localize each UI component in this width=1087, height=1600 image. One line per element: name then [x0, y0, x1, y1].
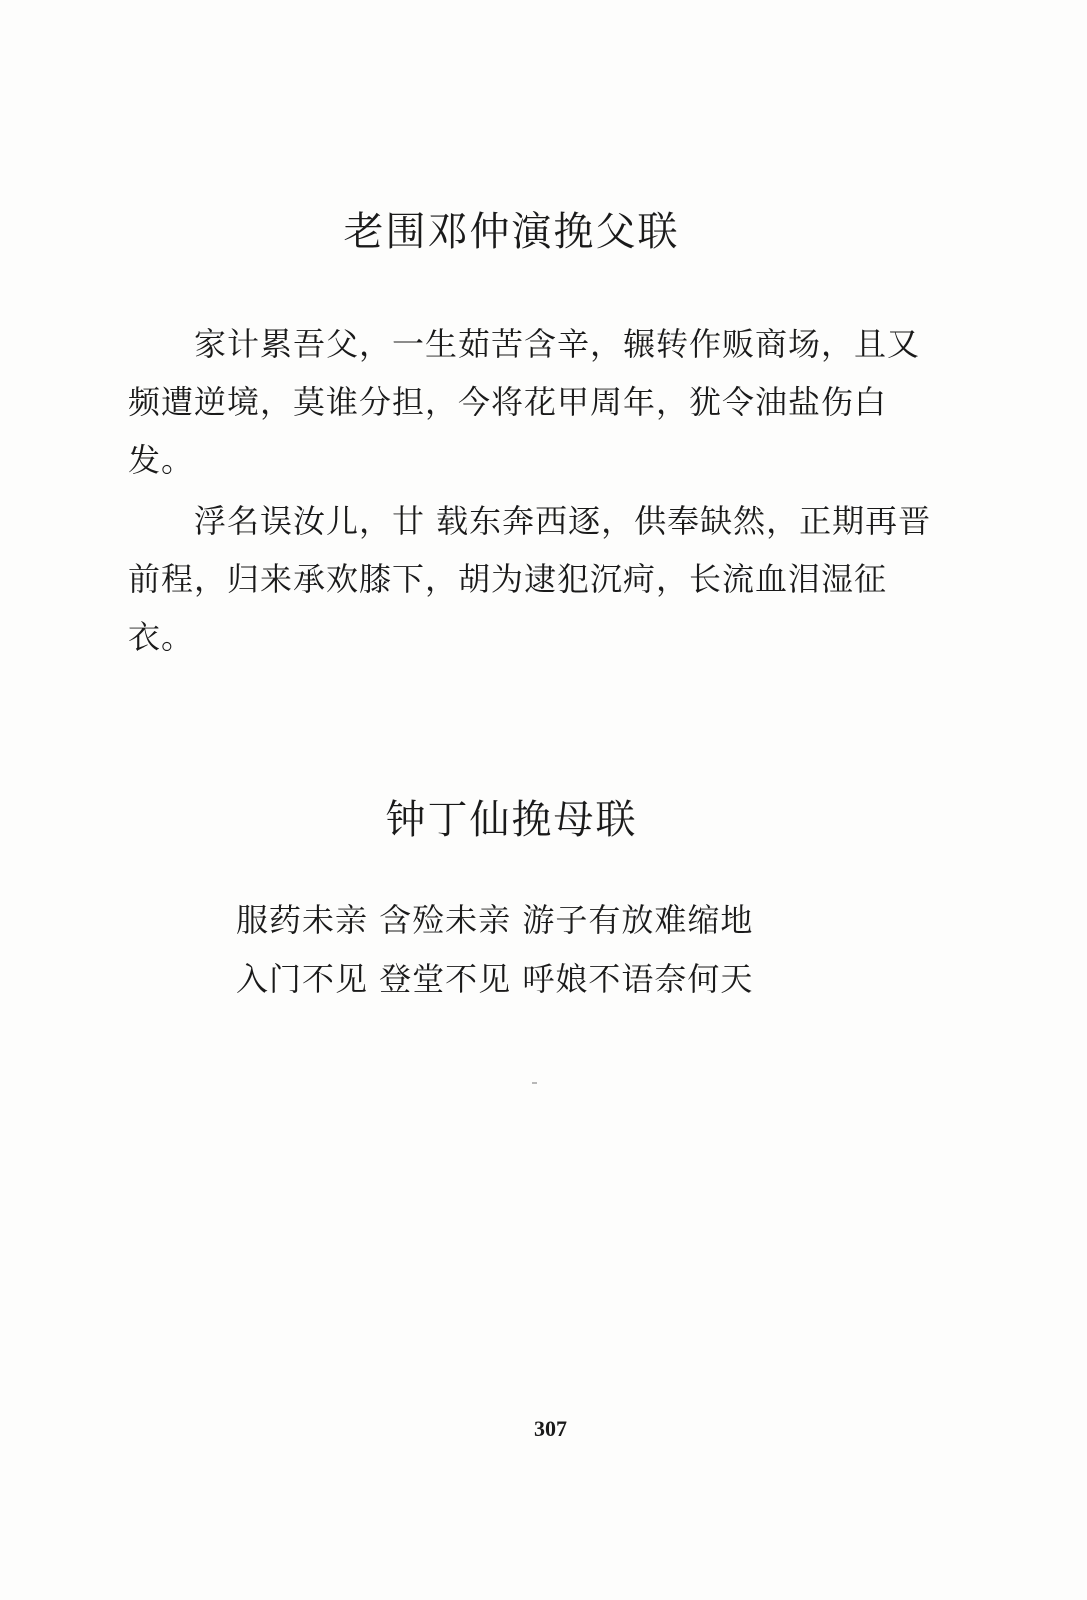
page-number: 307	[534, 1416, 567, 1441]
scan-speck	[532, 1082, 537, 1084]
elegy-paragraph-second: 浮名误汝儿，廿 载东奔西逐，供奉缺然，正期再晋前程，归来承欢膝下，胡为逮犯沉疴，长流血泪湿征衣。	[128, 502, 932, 656]
couplet-line-lower: 入门不见 登堂不见 呼娘不语奈何天	[236, 960, 754, 998]
section-title-father-elegy: 老围邓仲演挽父联	[343, 209, 680, 255]
section-title-mother-elegy: 钟丁仙挽母联	[385, 797, 638, 843]
couplet-line-upper: 服药未亲 含殓未亲 游子有放难缩地	[236, 901, 754, 939]
elegy-paragraph-first: 家计累吾父，一生茹苦含辛，辗转作贩商场，且又频遭逆境，莫谁分担，今将花甲周年，犹令油盐伤白发。	[128, 325, 921, 479]
